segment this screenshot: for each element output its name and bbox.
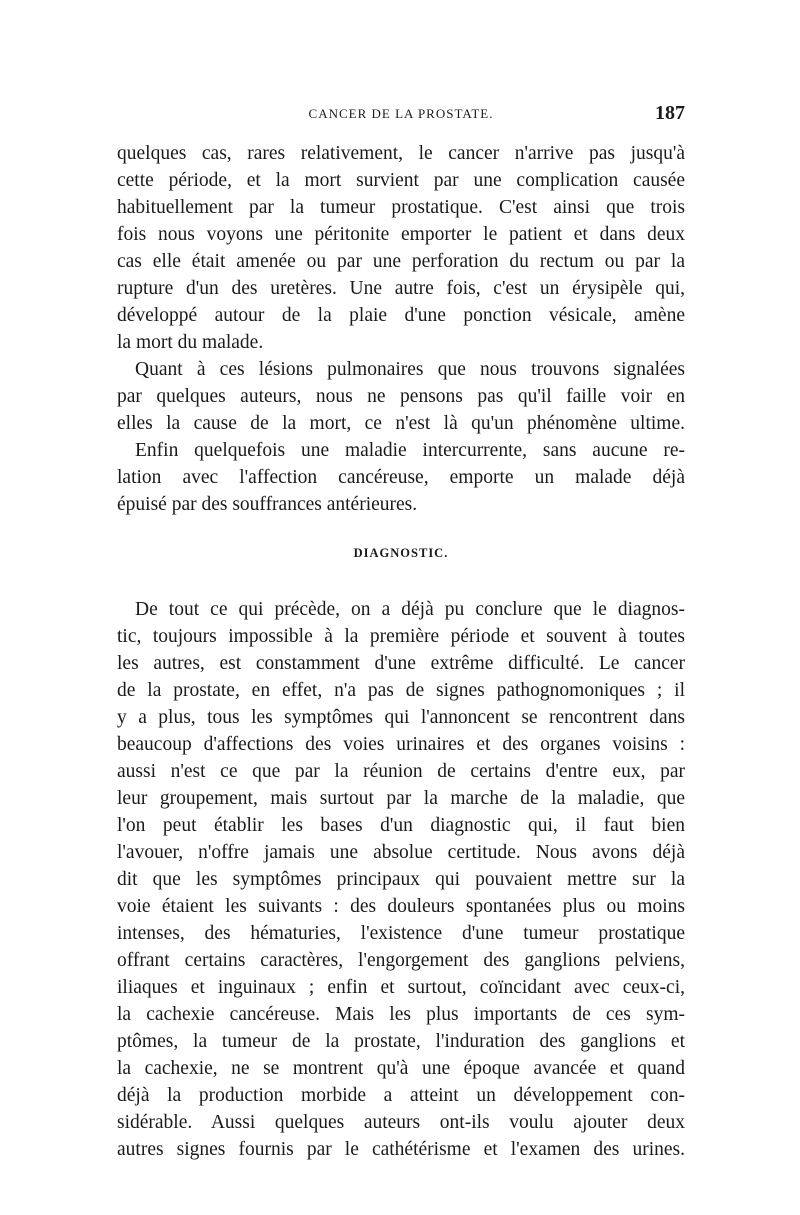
text-line: la cachexie cancéreuse. Mais les plus importants de ces sym- (117, 1004, 685, 1025)
text-line: y a plus, tous les symptômes qui l'annoncent se rencontrent dans (117, 707, 685, 728)
text-line: sidérable. Aussi quelques auteurs ont-ils voulu ajouter deux (117, 1112, 685, 1133)
text-line: autres signes fournis par le cathétérisme et l'examen des urines. (117, 1139, 685, 1160)
text-line: leur groupement, mais surtout par la marche de la maladie, que (117, 788, 685, 809)
text-line: l'on peut établir les bases d'un diagnostic qui, il faut bien (117, 815, 685, 836)
text-line: développé autour de la plaie d'une ponction vésicale, amène (117, 305, 685, 326)
text-line: rupture d'un des uretères. Une autre fois, c'est un érysipèle qui, (117, 278, 685, 299)
text-line: beaucoup d'affections des voies urinaires et des organes voisins : (117, 734, 685, 755)
text-line: dit que les symptômes principaux qui pouvaient mettre sur la (117, 869, 685, 890)
text-line: voie étaient les suivants : des douleurs spontanées plus ou moins (117, 896, 685, 917)
text-line: ptômes, la tumeur de la prostate, l'induration des ganglions et (117, 1031, 685, 1052)
text-block-top (117, 140, 685, 518)
text-line: cas elle était amenée ou par une perforation du rectum ou par la (117, 251, 685, 272)
text-line: les autres, est constamment d'une extrême difficulté. Le cancer (117, 653, 685, 674)
text-line: De tout ce qui précède, on a déjà pu conclure que le diagnos- (135, 599, 685, 620)
text-line: la mort du malade. (117, 332, 264, 353)
text-line: offrant certains caractères, l'engorgement des ganglions pelviens, (117, 950, 685, 971)
text-line: déjà la production morbide a atteint un développement con- (117, 1085, 685, 1106)
text-block-bottom (117, 596, 685, 1163)
text-line: de la prostate, en effet, n'a pas de signes pathognomoniques ; il (117, 680, 685, 701)
text-line: l'avouer, n'offre jamais une absolue certitude. Nous avons déjà (117, 842, 685, 863)
text-line: Quant à ces lésions pulmonaires que nous trouvons signalées (135, 359, 685, 380)
text-line: épuisé par des souffrances antérieures. (117, 494, 418, 515)
text-line: tic, toujours impossible à la première période et souvent à toutes (117, 626, 685, 647)
text-line: quelques cas, rares relativement, le cancer n'arrive pas jusqu'à (117, 143, 685, 164)
text-line: cette période, et la mort survient par une complication causée (117, 170, 685, 191)
text-line: la cachexie, ne se montrent qu'à une époque avancée et quand (117, 1058, 685, 1079)
text-line: aussi n'est ce que par la réunion de certains d'entre eux, par (117, 761, 685, 782)
running-title: CANCER DE LA PROSTATE. (308, 106, 494, 121)
text-line: intenses, des hématuries, l'existence d'une tumeur prostatique (117, 923, 685, 944)
section-heading: DIAGNOSTIC. (353, 546, 449, 560)
text-line: habituellement par la tumeur prostatique. C'est ainsi que trois (117, 197, 685, 218)
text-line: fois nous voyons une péritonite emporter le patient et dans deux (117, 224, 685, 245)
text-line: lation avec l'affection cancéreuse, emporte un malade déjà (117, 467, 685, 488)
page-number: 187 (655, 102, 685, 124)
text-line: Enfin quelquefois une maladie intercurrente, sans aucune re- (135, 440, 685, 461)
running-head (117, 102, 685, 130)
text-line: iliaques et inguinaux ; enfin et surtout, coïncidant avec ceux-ci, (117, 977, 685, 998)
text-line: elles la cause de la mort, ce n'est là qu'un phénomène ultime. (117, 413, 685, 434)
text-line: par quelques auteurs, nous ne pensons pas qu'il faille voir en (117, 386, 685, 407)
